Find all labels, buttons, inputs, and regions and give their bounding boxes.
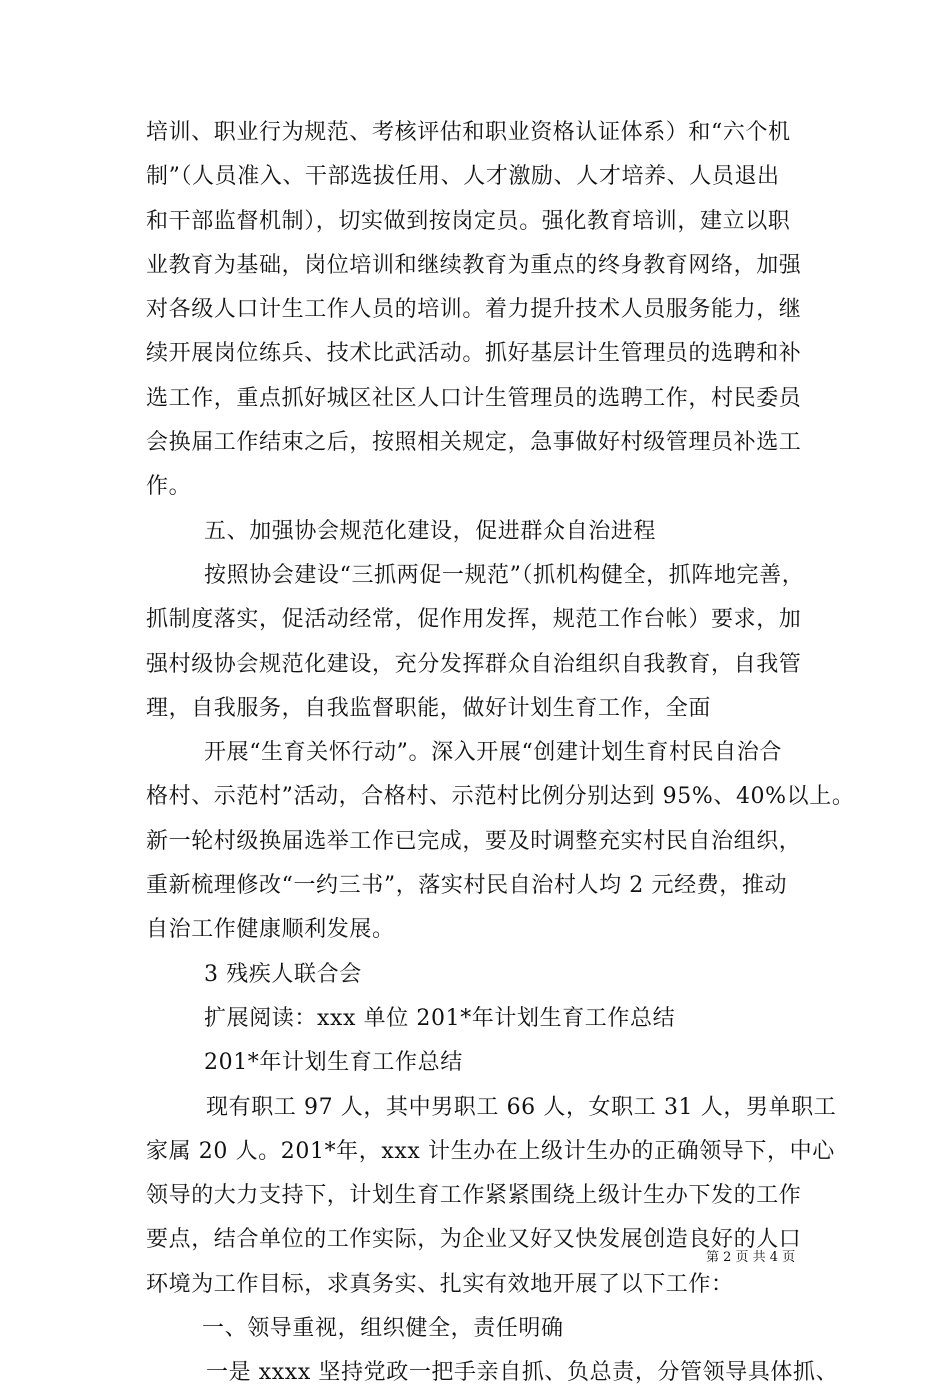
text-line: 开展“生育关怀行动”。深入开展“创建计划生育村民自治合 <box>204 740 782 766</box>
text-line: 要点，结合单位的工作实际，为企业又好又快发展创造良好的人口 <box>146 1227 802 1253</box>
text-line: 续开展岗位练兵、技术比武活动。抓好基层计生管理员的选聘和补 <box>146 341 802 367</box>
extended-reading-title: 扩展阅读：xxx 单位 201*年计划生育工作总结 <box>204 1005 676 1031</box>
text-line: 理，自我服务，自我监督职能，做好计划生育工作，全面 <box>146 695 712 721</box>
text-line: 环境为工作目标，求真务实、扎实有效地开展了以下工作： <box>146 1271 734 1297</box>
text-line: 按照协会建设“三抓两促一规范”（抓机构健全，抓阵地完善， <box>204 562 805 588</box>
text-line: 重新梳理修改“一约三书”，落实村民自治村人均 2 元经费，推动 <box>146 873 788 899</box>
text-line: 新一轮村级换届选举工作已完成，要及时调整充实村民自治组织， <box>146 828 802 854</box>
document-body <box>146 111 855 1396</box>
text-line: 强村级协会规范化建设，充分发挥群众自治组织自我教育，自我管 <box>146 651 802 677</box>
text-line: 会换届工作结束之后，按照相关规定，急事做好村级管理员补选工 <box>146 430 802 456</box>
page-number: 第 2 页 共 4 页 <box>706 1250 796 1265</box>
text-line: 格村、示范村”活动，合格村、示范村比例分别达到 95%、40%以上。 <box>146 784 855 810</box>
text-line: 培训、职业行为规范、考核评估和职业资格认证体系）和“六个机 <box>146 120 791 145</box>
text-line: 自治工作健康顺利发展。 <box>146 917 395 943</box>
text-line: 抓制度落实，促活动经常，促作用发挥，规范工作台帐）要求，加 <box>146 607 802 633</box>
text-line: 家属 20 人。201*年，xxx 计生办在上级计生办的正确领导下，中心 <box>146 1138 835 1164</box>
text-line: 领导的大力支持下，计划生育工作紧紧围绕上级计生办下发的工作 <box>146 1183 802 1209</box>
text-line: 业教育为基础，岗位培训和继续教育为重点的终身教育网络，加强 <box>146 252 802 278</box>
text-line: 一是 xxxx 坚持党政一把手亲自抓、负总责，分管领导具体抓、 <box>206 1360 839 1386</box>
text-line: 作。 <box>146 474 192 500</box>
article-title: 201*年计划生育工作总结 <box>204 1050 463 1076</box>
section-heading: 五、加强协会规范化建设，促进群众自治进程 <box>204 518 657 544</box>
section-heading: 一、领导重视，组织健全，责任明确 <box>202 1316 564 1342</box>
text-line: 对各级人口计生工作人员的培训。着力提升技术人员服务能力，继 <box>146 297 802 323</box>
text-line: 和干部监督机制），切实做到按岗定员。强化教育培训，建立以职 <box>146 208 791 234</box>
text-line: 现有职工 97 人，其中男职工 66 人，女职工 31 人，男单职工 <box>206 1094 837 1120</box>
section-heading: 3 残疾人联合会 <box>204 961 362 987</box>
text-line: 制”（人员准入、干部选拔任用、人才激励、人才培养、人员退出 <box>146 164 780 190</box>
text-line: 选工作，重点抓好城区社区人口计生管理员的选聘工作，村民委员 <box>146 385 802 411</box>
